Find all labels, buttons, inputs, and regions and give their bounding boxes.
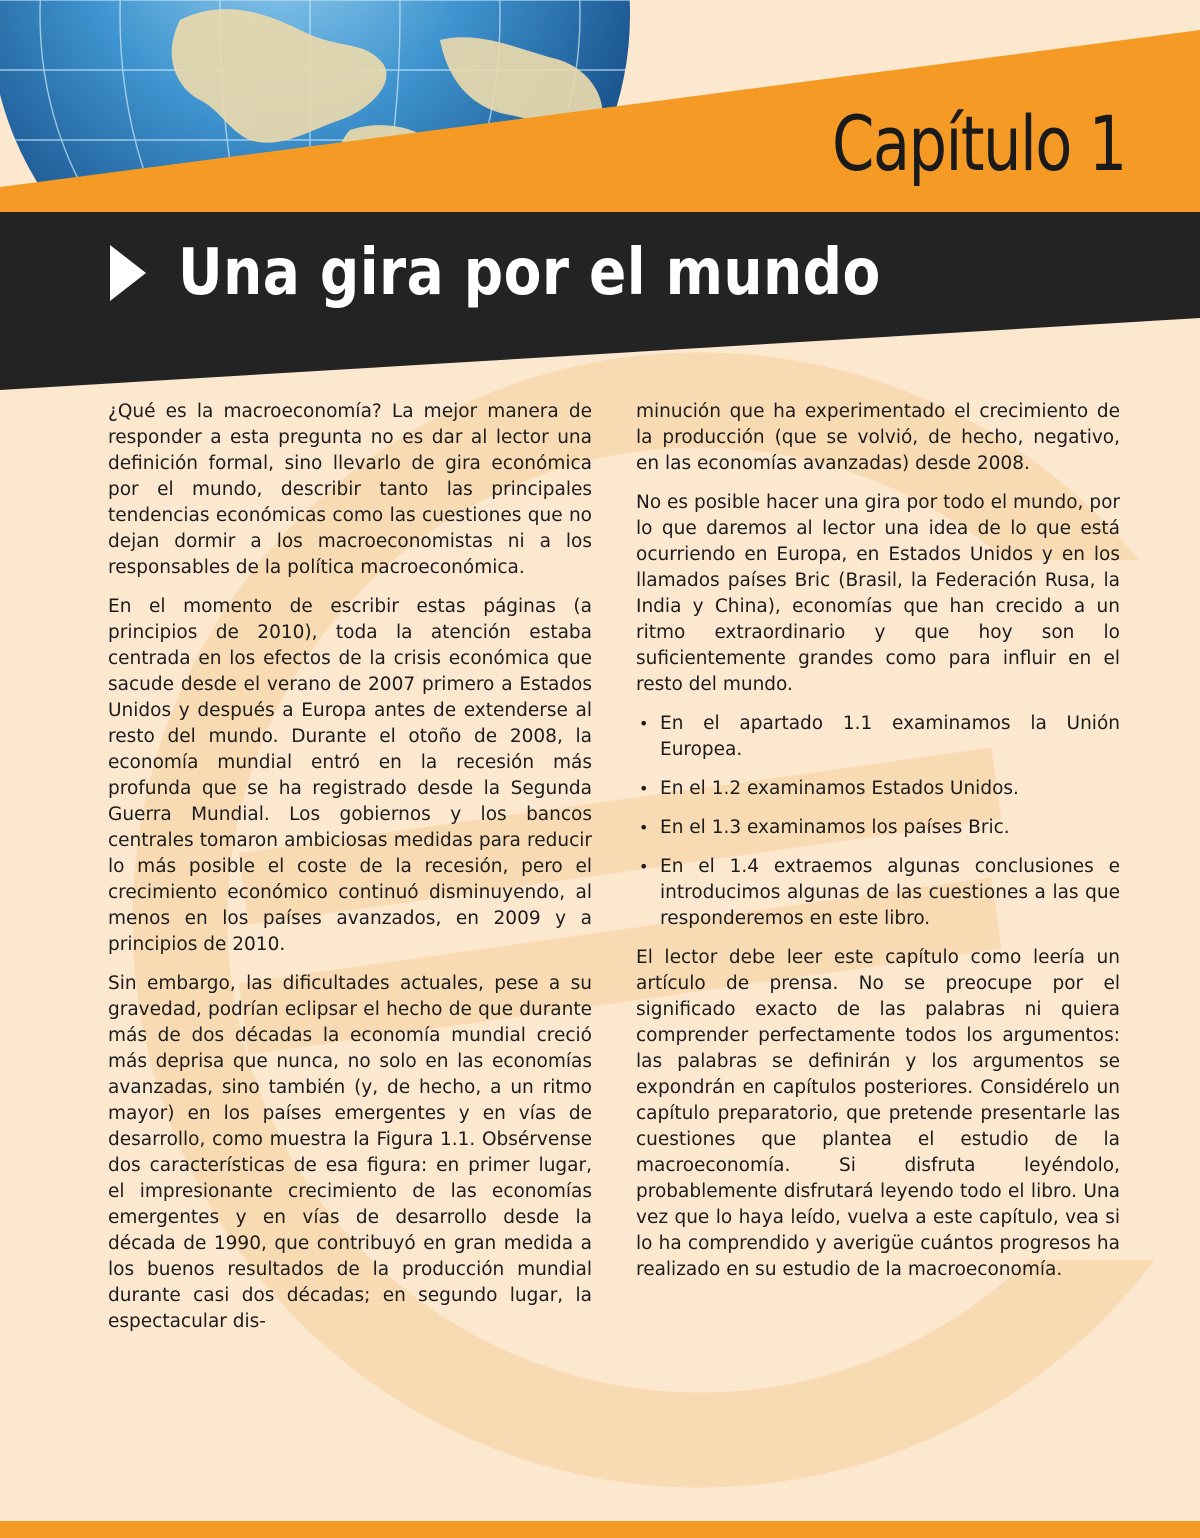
list-item-text: En el 1.4 extraemos algunas conclusiones e introducimos algunas de las cuestiones a las que responderemos en este libro. [660, 856, 1120, 929]
list-item-text: En el apartado 1.1 examinamos la Unión Europea. [660, 713, 1120, 760]
paragraph: ¿Qué es la macroeconomía? La mejor manera de responder a esta pregunta no es dar al lector una definición formal, sino llevarlo de gira económica por el mundo, describir tanto las principales tendencias económicas como las cuestiones que no dejan dormir a los macroeconomistas ni a los responsables de la política macroeconómica. [108, 401, 592, 578]
triangle-right-icon [110, 245, 146, 301]
list-item [636, 776, 1120, 802]
paragraph: No es posible hacer una gira por todo el mundo, por lo que daremos al lector una idea de lo que está ocurriendo en Europa, en Estados Unidos y en los llamados países Bric (Brasil, la Federación Rusa, la India y China), economías que han crecido a un ritmo extraordinario y que hoy son lo suficientemente grandes como para influir en el resto del mundo. [636, 492, 1120, 695]
list-item-text: En el 1.3 examinamos los países Bric. [660, 817, 1010, 838]
paragraph: En el momento de escribir estas páginas (a principios de 2010), toda la atención estaba centrada en los efectos de la crisis económica que sacude desde el verano de 2007 primero a Estados Unidos y después a Europa antes de extenderse al resto del mundo. Durante el otoño de 2008, la economía mundial entró en la recesión más profunda que se ha registrado desde la Segunda Guerra Mundial. Los gobiernos y los bancos centrales tomaron ambiciosas medidas para reducir lo más posible el coste de la recesión, pero el crecimiento económico continuó disminuyendo, al menos en los países avanzados, en 2009 y a principios de 2010. [108, 596, 592, 955]
bullet-icon: • [639, 818, 649, 837]
paragraph: El lector debe leer este capítulo como leería un artículo de prensa. No se preocupe por el significado exacto de las palabras ni quiera comprender perfectamente todos los argumentos: las palabras se definirán y los argumentos se expondrán en capítulos posteriores. Considérelo un capítulo preparatorio, que pretende presentarle las cuestiones que plantea el estudio de la macroeconomía. Si disfruta leyéndolo, probablemente disfrutará leyendo todo el libro. Una vez que lo haya leído, vuelva a este capítulo, vea si lo ha comprendido y averigüe cuántos progresos ha realizado en su estudio de la macroeconomía. [636, 947, 1120, 1280]
list-item [636, 815, 1120, 841]
list-item [636, 711, 1120, 763]
bottom-stripe [0, 1521, 1200, 1538]
bullet-icon: • [639, 714, 649, 733]
section-list [636, 711, 1120, 932]
chapter-label: Capítulo 1 [832, 99, 1126, 188]
bullet-icon: • [639, 779, 649, 798]
list-item-text: En el 1.2 examinamos Estados Unidos. [660, 778, 1019, 799]
paragraph: Sin embargo, las dificultades actuales, pese a su gravedad, podrían eclipsar el hecho de que durante más de dos décadas la economía mundial creció más deprisa que nunca, no solo en las economías avanzadas, sino también (y, de hecho, a un ritmo mayor) en los países emergentes y en vías de desarrollo, como muestra la Figura 1.1. Obsérvense dos características de esa figura: en primer lugar, el impresionante crecimiento de las economías emergentes y en vías de desarrollo desde la década de 1990, que contribuyó en gran medida a los buenos resultados de la producción mundial durante casi dos décadas; en segundo lugar, la espectacular dis- [108, 973, 592, 1332]
list-item [636, 854, 1120, 932]
text-column-left [108, 399, 592, 1348]
paragraph: minución que ha experimentado el crecimiento de la producción (que se volvió, de hecho, negativo, en las economías avanzadas) desde 2008. [636, 401, 1120, 474]
chapter-title: Una gira por el mundo [178, 236, 881, 310]
text-column-right [636, 399, 1120, 1296]
bullet-icon: • [639, 857, 649, 876]
